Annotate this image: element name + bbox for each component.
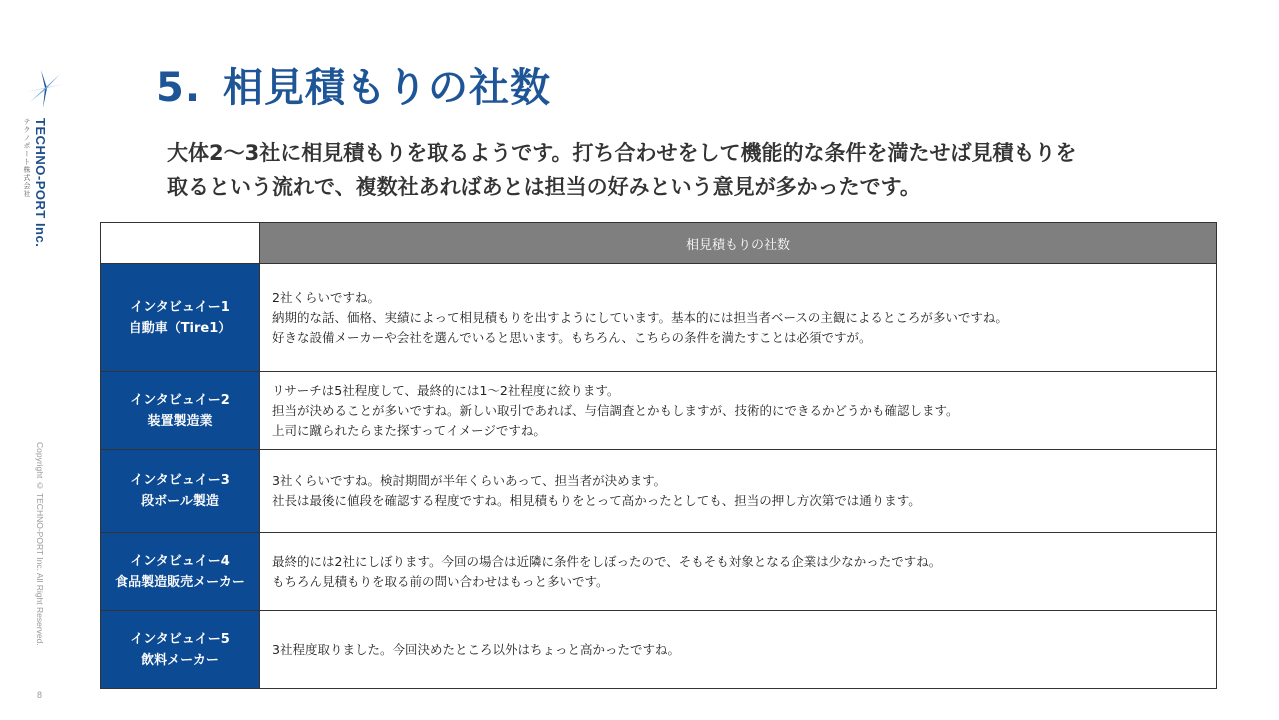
interviewee-name: インタビュイー3: [130, 473, 230, 488]
content-line: 担当が決めることが多いですね。新しい取引であれば、与信調査とかもしますが、技術的にできるかどうかも確認します。: [272, 402, 959, 418]
content-line: 上司に蹴られたらまた探すってイメージですね。: [272, 422, 546, 438]
brand-name: TECHNO-PORT Inc.: [33, 118, 48, 248]
interviewee-name: インタビュイー4: [130, 553, 230, 569]
content-line: リサーチは5社程度して、最終的には1～2社程度に絞ります。: [272, 382, 620, 398]
page-title: [156, 56, 551, 113]
lead-text: [167, 136, 1227, 204]
row-label: [101, 450, 260, 533]
row-label: [101, 264, 260, 372]
content-line: 3社程度取りました。今回決めたところ以外はちょっと高かったですね。: [272, 641, 680, 657]
content-line: 最終的には2社にしぼります。今回の場合は近隣に条件をしぼったので、そもそも対象となる企業は少なかったですね。: [272, 553, 942, 569]
content-line: 社長は最後に値段を確認する程度ですね。相見積もりをとって高かったとしても、担当の押し方次第では通ります。: [272, 493, 921, 508]
lead-line: 取るという流れで、複数社あればあとは担当の好みという意見が多かったです。: [167, 175, 921, 199]
copyright: Copyright © TECHNO-PORT Inc. All Right Reserved.: [35, 442, 45, 646]
table-row: [101, 450, 1217, 533]
techno-port-logo-icon: [24, 66, 66, 110]
table-row: [101, 372, 1217, 450]
row-label: [101, 372, 260, 450]
table-row: [101, 533, 1217, 611]
interviewee-name: インタビュイー2: [130, 392, 230, 408]
content-line: 3社くらいですね。検討期間が半年くらいあって、担当者が決めます。: [272, 473, 667, 488]
row-content: [260, 450, 1217, 533]
interviewee-industry: 自動車（Tire1）: [128, 320, 232, 336]
content-line: もちろん見積もりを取る前の問い合わせはもっと多いです。: [272, 573, 609, 589]
interviewee-name: インタビュイー1: [130, 299, 230, 315]
interviewee-industry: 食品製造販売メーカー: [115, 574, 245, 590]
row-label: [101, 533, 260, 611]
row-content: [260, 372, 1217, 450]
interviewee-industry: 装置製造業: [147, 413, 213, 429]
content-line: 2社くらいですね。: [272, 289, 380, 305]
table-row: [101, 264, 1217, 372]
page-number: 8: [37, 690, 43, 700]
column-header: 相見積もりの社数: [260, 223, 1217, 264]
interviewee-name: インタビュイー5: [130, 631, 230, 647]
table-row: [101, 611, 1217, 689]
content-line: 好きな設備メーカーや会社を選んでいると思います。もちろん、こちらの条件を満たすことは必須ですが。: [272, 329, 872, 345]
lead-line: 大体2～3社に相見積もりを取るようです。打ち合わせをして機能的な条件を満たせば見積もりを: [167, 141, 1077, 165]
interviewee-industry: 段ボール製造: [141, 494, 219, 509]
row-content: [260, 533, 1217, 611]
section-number: 5.: [156, 65, 202, 111]
row-content: [260, 264, 1217, 372]
section-title: 相見積もりの社数: [223, 65, 552, 111]
row-label: [101, 611, 260, 689]
row-content: [260, 611, 1217, 689]
brand-sub-name: テクノポート株式会社: [23, 118, 31, 198]
interview-table: [100, 222, 1217, 689]
table-corner-cell: [101, 223, 260, 264]
interviewee-industry: 飲料メーカー: [141, 652, 219, 668]
content-line: 納期的な話、価格、実績によって相見積もりを出すようにしています。基本的には担当者ベースの主観によるところが多いですね。: [272, 309, 1008, 325]
